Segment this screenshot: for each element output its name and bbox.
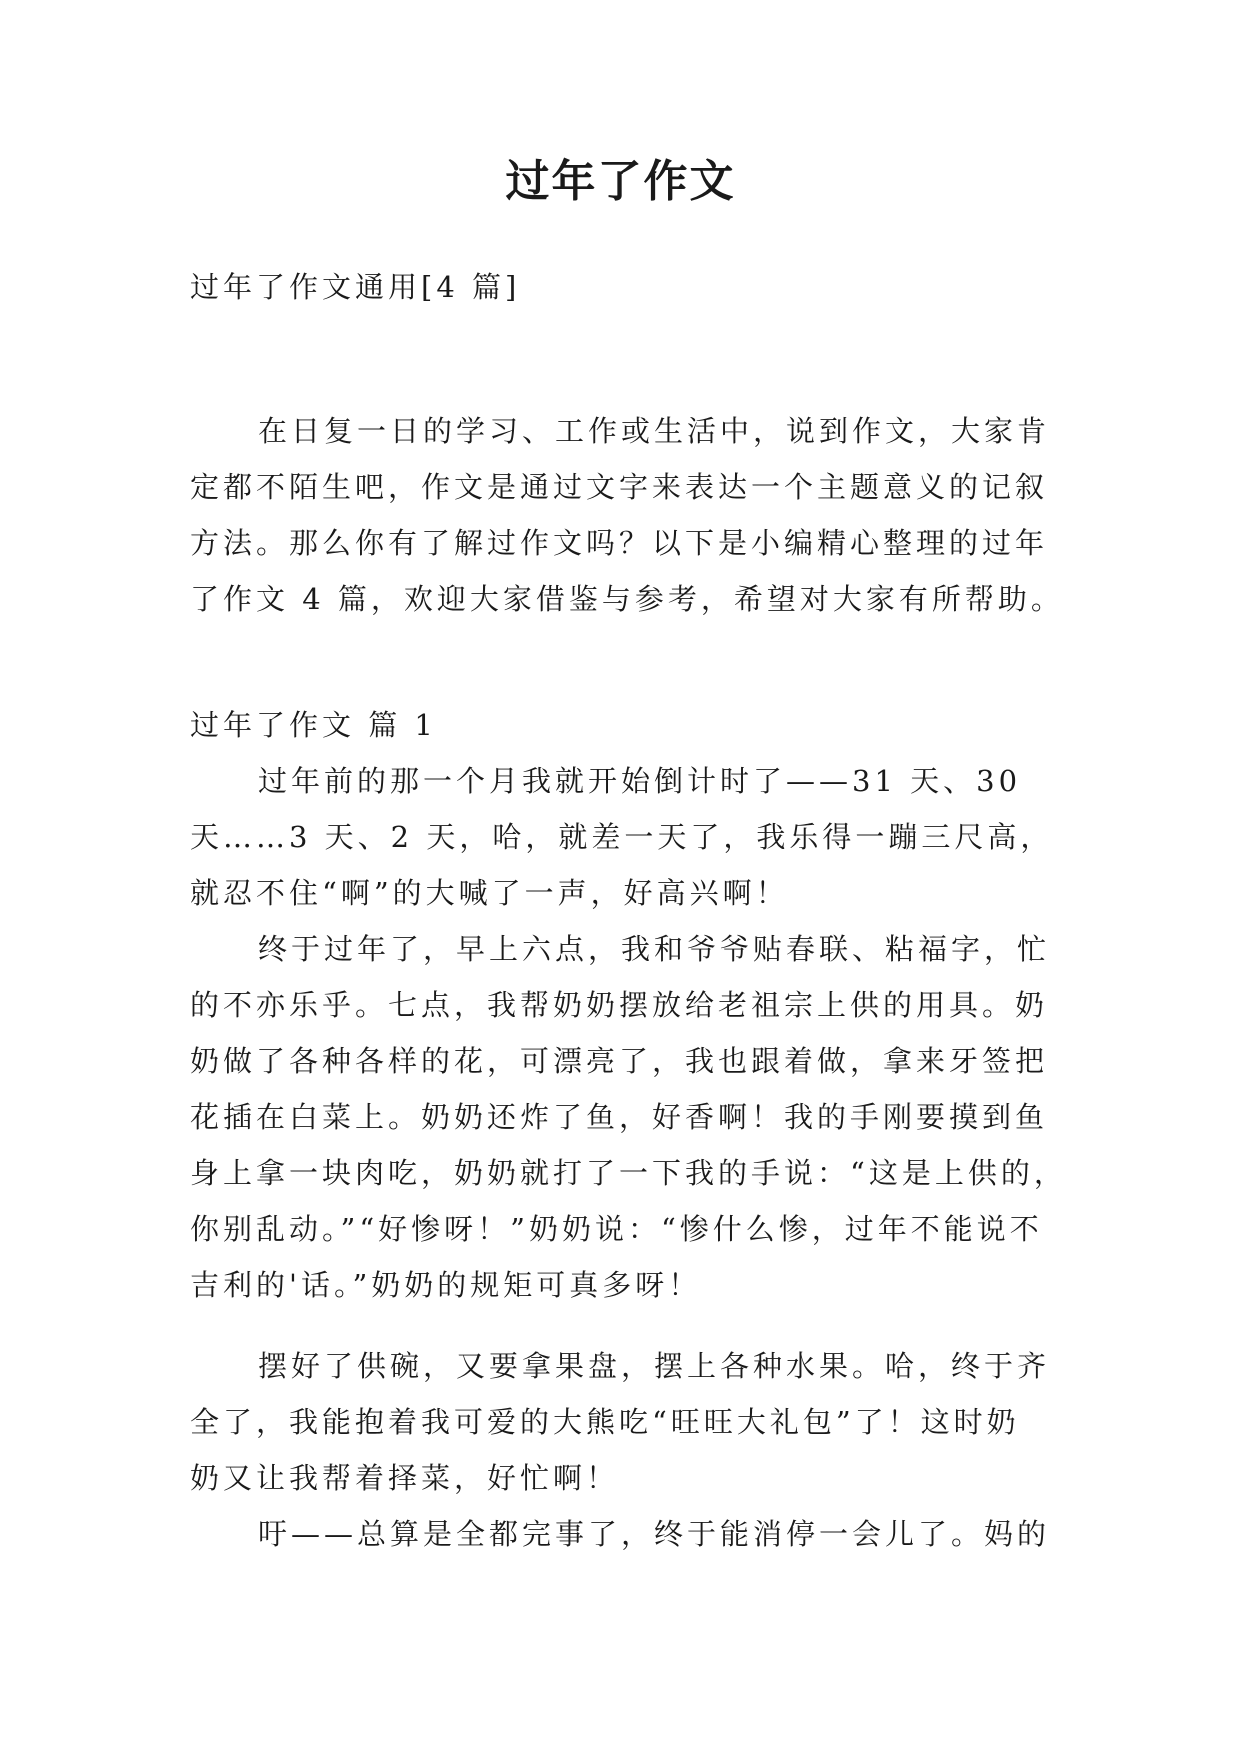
body-line: 奶又让我帮着择菜，好忙啊！ (190, 1461, 620, 1495)
body-line: 摆好了供碗，又要拿果盘，摆上各种水果。哈，终于齐 (258, 1349, 1051, 1383)
document-subtitle: 过年了作文通用[4 篇] (190, 270, 521, 304)
body-line: 花插在白菜上。奶奶还炸了鱼，好香啊！我的手刚要摸到鱼 (190, 1100, 1049, 1134)
body-line: 终于过年了，早上六点，我和爷爷贴春联、粘福字，忙 (258, 932, 1051, 966)
body-line: 吁——总算是全都完事了，终于能消停一会儿了。妈的 (258, 1517, 1051, 1551)
document-title: 过年了作文 (505, 156, 736, 207)
body-line: 奶做了各种各样的花，可漂亮了，我也跟着做，拿来牙签把 (190, 1044, 1049, 1078)
body-line: 过年前的那一个月我就开始倒计时了——31 天、30 (258, 764, 1022, 798)
body-line: 你别乱动。”“好惨呀！”奶奶说：“惨什么惨，过年不能说不 (190, 1212, 1043, 1246)
body-line: 就忍不住“啊”的大喊了一声，好高兴啊！ (190, 876, 789, 910)
intro-line: 定都不陌生吧，作文是通过文字来表达一个主题意义的记叙 (190, 470, 1049, 504)
body-line: 的不亦乐乎。七点，我帮奶奶摆放给老祖宗上供的用具。奶 (190, 988, 1049, 1022)
section-heading: 过年了作文 篇 1 (190, 708, 437, 742)
body-line: 吉利的'话。”奶奶的规矩可真多呀！ (190, 1268, 702, 1302)
intro-line: 在日复一日的学习、工作或生活中，说到作文，大家肯 (258, 414, 1051, 448)
intro-line: 方法。那么你有了解过作文吗？以下是小编精心整理的过年 (190, 526, 1049, 560)
body-line: 全了，我能抱着我可爱的大熊吃“旺旺大礼包”了！这时奶 (190, 1405, 1020, 1439)
intro-line: 了作文 4 篇，欢迎大家借鉴与参考，希望对大家有所帮助。 (190, 582, 1064, 616)
body-line: 天……3 天、2 天，哈，就差一天了，我乐得一蹦三尺高， (190, 820, 1054, 854)
body-line: 身上拿一块肉吃，奶奶就打了一下我的手说：“这是上供的， (190, 1156, 1067, 1190)
